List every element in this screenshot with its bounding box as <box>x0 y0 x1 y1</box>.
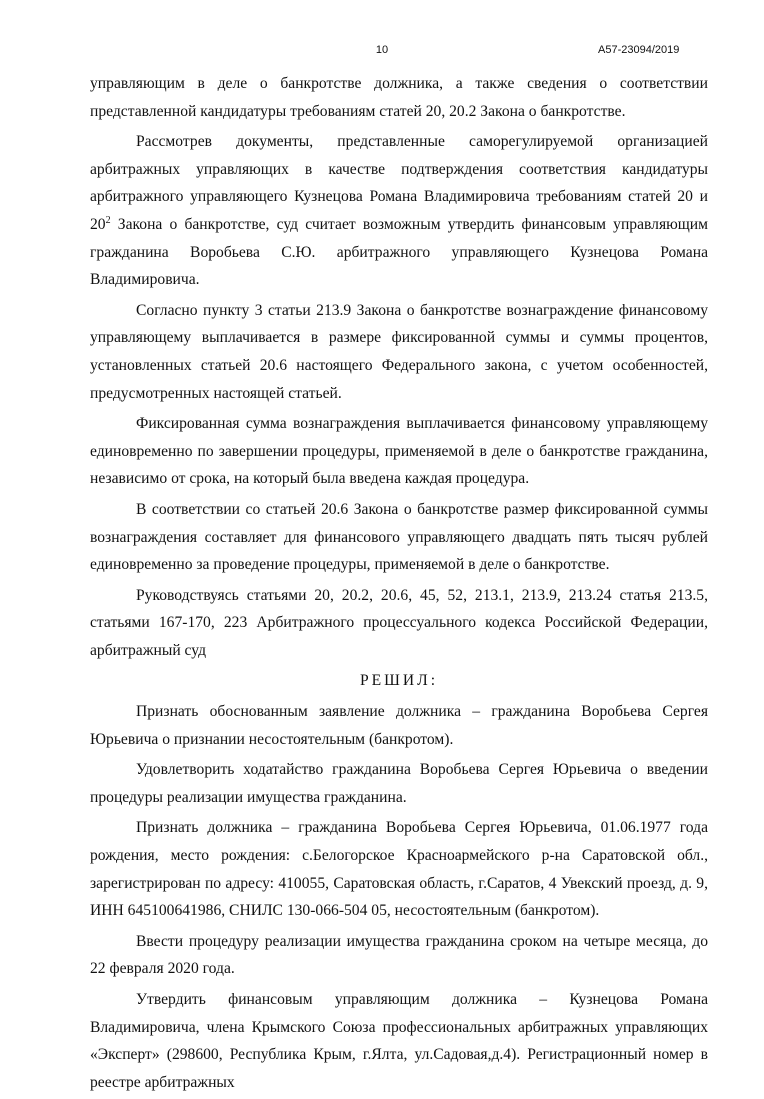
paragraph-fixed-sum: Фиксированная сумма вознаграждения выплачивается финансовому управляющему единовременно по завершении процедуры, применяемой в деле о банкротстве гражданина, независимо от срока, на который была введена каждая процедура. <box>90 415 708 488</box>
paragraph-guided-by: Руководствуясь статьями 20, 20.2, 20.6, 45, 52, 213.1, 213.9, 213.24 статья 213.5, статьями 167-170, 223 Арбитражного процессуального кодекса Российской Федерации, арбитражный суд <box>90 586 708 659</box>
paragraph-review-documents-rest: Закона о банкротстве, суд считает возможным утвердить финансовым управляющим гражданина Воробьева С.Ю. арбитражного управляющего Кузнецова Романа Владимировича. <box>90 215 708 289</box>
document-body <box>90 70 708 1099</box>
paragraph-introduce-procedure: Ввести процедуру реализации имущества гражданина сроком на четыре месяца, до 22 февраля 2020 года. <box>90 932 708 978</box>
paragraph-approve-manager: Утвердить финансовым управляющим должника – Кузнецова Романа Владимировича, члена Крымского Союза профессиональных арбитражных управляющих «Эксперт» (298600, Республика Крым, г.Ялта, ул.Садовая,д.4). Регистрационный номер в реестре арбитражных <box>90 991 708 1091</box>
paragraph-recognize-claim: Признать обоснованным заявление должника – гражданина Воробьева Сергея Юрьевича о признании несостоятельным (банкротом). <box>90 703 708 748</box>
paragraph-article-213-9: Согласно пункту 3 статьи 213.9 Закона о банкротстве вознаграждение финансовому управляющему выплачивается в размере фиксированной суммы и суммы процентов, установленных статьей 20.6 настоящего Федерального закона, с учетом особенностей, предусмотренных настоящей статьей. <box>90 301 708 402</box>
paragraph-review-documents <box>90 128 708 294</box>
decision-heading: РЕШИЛ: <box>359 672 439 690</box>
page-number: 10 <box>375 44 389 56</box>
paragraph-article-20-6: В соответствии со статьей 20.6 Закона о банкротстве размер фиксированной суммы вознаграждения составляет для финансового управляющего двадцать пять тысяч рублей единовременно за проведение процедуры, применяемой в деле о банкротстве. <box>90 500 708 574</box>
case-number: А57-23094/2019 <box>598 44 680 56</box>
paragraph-continuation: управляющим в деле о банкротстве должника, а также сведения о соответствии представленной кандидатуры требованиям статей 20, 20.2 Закона о банкротстве. <box>90 75 708 120</box>
paragraph-declare-bankrupt: Признать должника – гражданина Воробьева Сергея Юрьевича, 01.06.1977 года рождения, место рождения: с.Белогорское Красноармейского р-на Саратовской обл., зарегистрирован по адресу: 410055, Саратовская область, г.Саратов, 4 Увекский проезд, д. 9, ИНН 645100641986, СНИЛС 130-066-504 05, несостоятельным (банкротом). <box>90 819 708 920</box>
superscript-2: 2 <box>105 214 111 226</box>
paragraph-grant-motion: Удовлетворить ходатайство гражданина Воробьева Сергея Юрьевича о введении процедуры реализации имущества гражданина. <box>90 761 708 806</box>
paragraph-review-documents-text: Рассмотрев документы, представленные саморегулируемой организацией арбитражных управляющих в качестве подтверждения соответствия кандидатуры арбитражного управляющего Кузнецова Романа Владимировича требованиям статей 20 и 20 <box>90 133 708 233</box>
